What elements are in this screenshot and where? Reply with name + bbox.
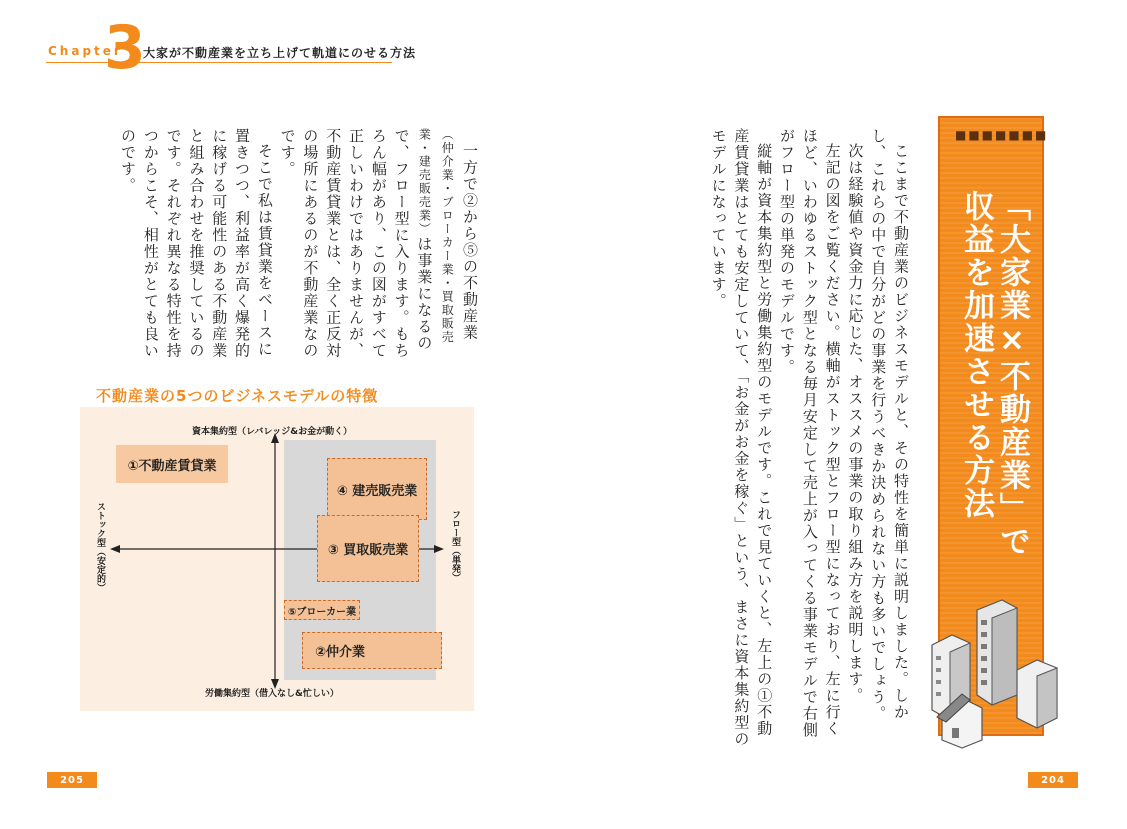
left-paragraph-2: そこで私は賃貸業をベースに置きつつ、利益率が高く爆発的に稼げる可能性のある不動産業と組み合わせを推奨しているのです。それぞれ異なる特性を持つからこそ、相性がとても良いのです。	[119, 128, 274, 359]
chapter-number: 3	[104, 13, 146, 83]
axis-top-label: 資本集約型（レバレッジ&お金が動く）	[192, 427, 353, 437]
box-rental-business: ①不動産賃貸業	[116, 445, 228, 483]
chapter-title: 大家が不動産業を立ち上げて軌道にのせる方法	[143, 46, 417, 60]
box-buy-resale: ③ 買取販売業	[317, 515, 419, 582]
left-paragraph-1-note: （仲介業・ブローカー業・買取販売業・建売販売業）	[417, 128, 455, 344]
axis-left-label: ストック型（安定的）	[95, 502, 105, 592]
left-paragraph-1-tail: は事業になるので、フロー型に入ります。もちろん幅があり、この図がすべて正しいわけではありませんが、不動産賃貸業とは、全く正反対の場所にあるのが不動産業なのです。	[278, 128, 434, 359]
diagram-title: 不動産業の5つのビジネスモデルの特徴	[96, 387, 379, 405]
title-dots: ■■■■■■■	[955, 128, 1049, 142]
right-paragraph-2: 次は経験値や資金力に応じた、オススメの事業の取り組み方を説明します。	[846, 143, 865, 704]
left-paragraph-1-text: 一方で②から⑤の不動産業	[461, 143, 479, 341]
box-built-for-sale: ④ 建売販売業	[327, 458, 427, 520]
chapter-label: Chapter	[48, 44, 123, 58]
page-number-left: 205	[47, 772, 97, 788]
box-brokerage: ②仲介業	[302, 632, 442, 669]
right-paragraph-3: 左記の図をご覧ください。横軸がストック型とフロー型になっており、左に行くほど、いわゆるストック型となる毎月安定して売上が入ってくる事業モデルで右側がフロー型の単発のモデルです。	[778, 128, 842, 739]
box-broker: ⑤ブローカー業	[284, 600, 360, 620]
right-paragraph-4: 縦軸が資本集約型と労働集約型のモデルです。これで見ていくと、左上の①不動産賃貸業はとても安定していて、「お金がお金を稼ぐ」という、まさに資本集約型のモデルになっています。	[709, 128, 774, 748]
page-number-right: 204	[1028, 772, 1078, 788]
axis-bottom-label: 労働集約型（借入なし&忙しい）	[205, 689, 339, 699]
header-rule	[46, 62, 392, 63]
right-page-body	[643, 128, 912, 748]
axis-right-label: フロー型（単発）	[450, 510, 460, 582]
axis-arrow-right	[434, 545, 444, 553]
buildings-illustration	[922, 590, 1062, 750]
left-page-body	[66, 128, 481, 363]
business-model-diagram	[80, 407, 474, 711]
section-title: 「大家業×不動産業」で収益を加速させる方法	[958, 190, 1030, 558]
axis-arrow-left	[110, 545, 120, 553]
right-paragraph-1: ここまで不動産業のビジネスモデルと、その特性を簡単に説明しました。しかし、これらの中で自分がどの事業を行うべきか決められない方も多いでしょう。	[869, 128, 910, 722]
left-paragraph-1	[276, 128, 481, 363]
